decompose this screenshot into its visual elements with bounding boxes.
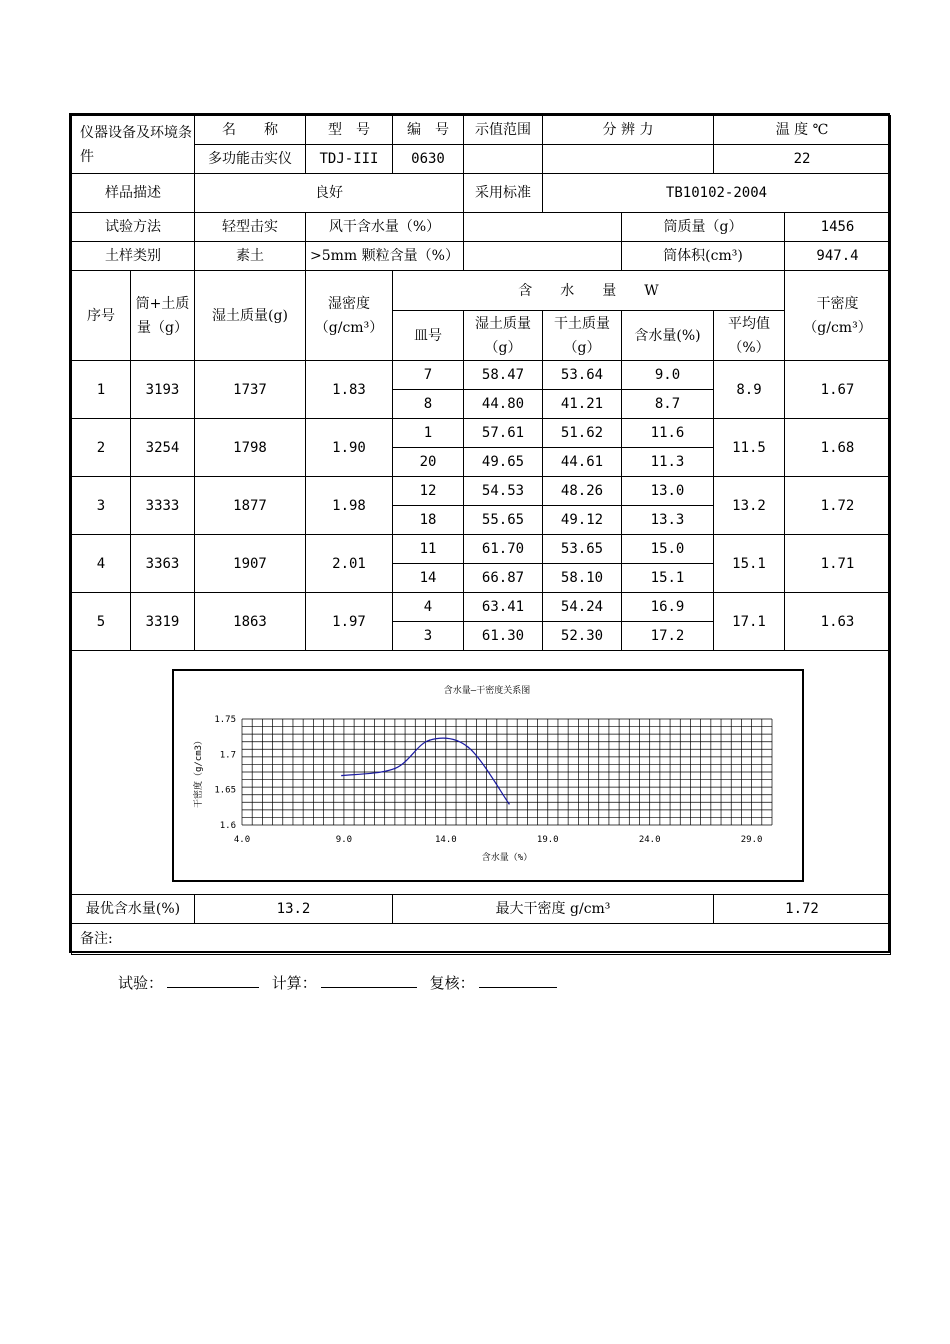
row-dish: 7 (393, 361, 464, 390)
row-wet-mass: 1877 (195, 477, 306, 535)
table-row (72, 361, 891, 390)
optimum-moisture-value: 13.2 (195, 895, 393, 924)
y-tick-label: 1.75 (214, 715, 236, 725)
row-dry-soil: 44.61 (543, 448, 622, 477)
review-sign-field[interactable] (479, 973, 557, 988)
row-average: 17.1 (714, 593, 785, 651)
optimum-moisture-label: 最优含水量(%) (72, 895, 195, 924)
equip-header-model: 型 号 (306, 116, 393, 145)
equipment-label: 仪器设备及环境条件 (72, 116, 195, 174)
table-row (72, 535, 891, 564)
row-dry-density: 1.63 (785, 593, 891, 651)
row-wet-soil: 55.65 (464, 506, 543, 535)
header-dry-soil: 干土质量（g） (543, 311, 622, 361)
row-wet-density: 1.98 (306, 477, 393, 535)
row-seq: 5 (72, 593, 131, 651)
row-wet-mass: 1798 (195, 419, 306, 477)
row-moisture: 13.3 (622, 506, 714, 535)
standard-label: 采用标准 (464, 174, 543, 213)
x-tick-label: 9.0 (335, 835, 353, 845)
row-dry-soil: 58.10 (543, 564, 622, 593)
row-wet-density: 1.83 (306, 361, 393, 419)
header-moisture-pct: 含水量(%) (622, 311, 714, 361)
equip-header-name: 名 称 (195, 116, 306, 145)
x-tick-label: 4.0 (233, 835, 251, 845)
cylinder-mass-label: 筒质量（g） (622, 213, 785, 242)
row-dry-soil: 53.64 (543, 361, 622, 390)
row-wet-soil: 61.30 (464, 622, 543, 651)
row-moisture: 15.1 (622, 564, 714, 593)
y-tick-label: 1.6 (219, 821, 236, 831)
header-cylinder-soil: 筒+土质量（g） (131, 271, 195, 361)
row-dry-density: 1.68 (785, 419, 891, 477)
equip-range (464, 145, 543, 174)
row-seq: 1 (72, 361, 131, 419)
row-wet-mass: 1737 (195, 361, 306, 419)
header-dish: 皿号 (393, 311, 464, 361)
row-dish: 18 (393, 506, 464, 535)
header-seq: 序号 (72, 271, 131, 361)
x-tick-label: 19.0 (536, 835, 559, 845)
row-cylinder-soil: 3254 (131, 419, 195, 477)
calc-sign-label: 计算： (271, 974, 317, 992)
row-wet-mass: 1863 (195, 593, 306, 651)
row-seq: 4 (72, 535, 131, 593)
calc-sign-field[interactable] (321, 973, 417, 988)
cylinder-mass-value: 1456 (785, 213, 891, 242)
equip-header-temp: 温 度 ℃ (714, 116, 891, 145)
row-wet-soil: 54.53 (464, 477, 543, 506)
row-wet-density: 1.97 (306, 593, 393, 651)
soil-type-label: 土样类别 (72, 242, 195, 271)
row-dish: 3 (393, 622, 464, 651)
equip-model: TDJ-III (306, 145, 393, 174)
row-wet-soil: 44.80 (464, 390, 543, 419)
chart-svg (174, 671, 802, 880)
data-point (467, 746, 469, 748)
row-seq: 3 (72, 477, 131, 535)
row-average: 8.9 (714, 361, 785, 419)
row-dry-soil: 52.30 (543, 622, 622, 651)
row-dish: 1 (393, 419, 464, 448)
row-dry-density: 1.71 (785, 535, 891, 593)
x-tick-label: 24.0 (638, 835, 661, 845)
equip-temp: 22 (714, 145, 891, 174)
row-cylinder-soil: 3193 (131, 361, 195, 419)
row-cylinder-soil: 3363 (131, 535, 195, 593)
row-moisture: 15.0 (622, 535, 714, 564)
test-sign-field[interactable] (167, 973, 259, 988)
chart-cell (72, 651, 891, 895)
header-dry-density: 干密度（g/cm³） (785, 271, 891, 361)
row-moisture: 13.0 (622, 477, 714, 506)
table-row (72, 477, 891, 506)
header-wet-density: 湿密度（g/cm³） (306, 271, 393, 361)
cylinder-volume-label: 筒体积(cm³) (622, 242, 785, 271)
soil-type-value: 素土 (195, 242, 306, 271)
method-label: 试验方法 (72, 213, 195, 242)
row-moisture: 9.0 (622, 361, 714, 390)
x-tick-label: 14.0 (435, 835, 457, 845)
coarse-content-value (464, 242, 622, 271)
row-wet-soil: 66.87 (464, 564, 543, 593)
table-row (72, 593, 891, 622)
row-dish: 14 (393, 564, 464, 593)
data-point (429, 739, 431, 741)
standard-value: TB10102-2004 (543, 174, 891, 213)
signature-line (118, 972, 565, 993)
row-dry-soil: 41.21 (543, 390, 622, 419)
row-wet-soil: 58.47 (464, 361, 543, 390)
method-value: 轻型击实 (195, 213, 306, 242)
row-dry-density: 1.67 (785, 361, 891, 419)
air-moisture-label: 风干含水量（%） (306, 213, 464, 242)
row-moisture: 11.3 (622, 448, 714, 477)
row-dish: 20 (393, 448, 464, 477)
max-dry-density-value: 1.72 (714, 895, 891, 924)
row-wet-mass: 1907 (195, 535, 306, 593)
coarse-content-label: >5mm 颗粒含量（%） (306, 242, 464, 271)
data-point (508, 803, 510, 805)
row-dish: 11 (393, 535, 464, 564)
sample-desc-label: 样品描述 (72, 174, 195, 213)
equip-id: 0630 (393, 145, 464, 174)
header-moisture-group: 含 水 量 W (393, 271, 785, 311)
row-dish: 4 (393, 593, 464, 622)
y-tick-label: 1.7 (219, 750, 236, 761)
moisture-density-chart (172, 669, 804, 882)
row-wet-density: 2.01 (306, 535, 393, 593)
equip-name: 多功能击实仪 (195, 145, 306, 174)
row-wet-soil: 49.65 (464, 448, 543, 477)
row-dish: 8 (393, 390, 464, 419)
row-average: 11.5 (714, 419, 785, 477)
row-wet-soil: 63.41 (464, 593, 543, 622)
remark: 备注: (72, 924, 891, 955)
row-dry-soil: 54.24 (543, 593, 622, 622)
row-cylinder-soil: 3319 (131, 593, 195, 651)
test-record-sheet (69, 113, 890, 953)
record-table (71, 115, 891, 955)
x-axis-label: 含水量（%） (481, 853, 533, 863)
row-dry-soil: 49.12 (543, 506, 622, 535)
row-moisture: 16.9 (622, 593, 714, 622)
equip-resolution (543, 145, 714, 174)
equip-header-id: 编 号 (393, 116, 464, 145)
x-tick-label: 29.0 (740, 835, 763, 845)
header-wet-soil: 湿土质量（g） (464, 311, 543, 361)
row-dry-soil: 53.65 (543, 535, 622, 564)
row-wet-soil: 57.61 (464, 419, 543, 448)
row-average: 13.2 (714, 477, 785, 535)
equip-header-range: 示值范围 (464, 116, 543, 145)
row-dry-soil: 48.26 (543, 477, 622, 506)
table-row (72, 419, 891, 448)
test-sign-label: 试验： (118, 974, 164, 992)
row-wet-density: 1.90 (306, 419, 393, 477)
row-dry-soil: 51.62 (543, 419, 622, 448)
review-sign-label: 复核： (429, 974, 475, 992)
air-moisture-value (464, 213, 622, 242)
row-average: 15.1 (714, 535, 785, 593)
sample-desc-value: 良好 (195, 174, 464, 213)
row-cylinder-soil: 3333 (131, 477, 195, 535)
header-average: 平均值（%） (714, 311, 785, 361)
row-seq: 2 (72, 419, 131, 477)
y-tick-label: 1.65 (214, 785, 236, 796)
row-moisture: 8.7 (622, 390, 714, 419)
chart-title: 含水量—干密度关系图 (443, 686, 531, 696)
data-point (341, 775, 343, 777)
cylinder-volume-value: 947.4 (785, 242, 891, 271)
row-dry-density: 1.72 (785, 477, 891, 535)
header-wet-mass: 湿土质量(g) (195, 271, 306, 361)
y-axis-label: 干密度（g/cm3） (194, 735, 204, 809)
row-wet-soil: 61.70 (464, 535, 543, 564)
row-moisture: 11.6 (622, 419, 714, 448)
row-moisture: 17.2 (622, 622, 714, 651)
data-point (394, 768, 396, 770)
max-dry-density-label: 最大干密度 g/cm³ (393, 895, 714, 924)
row-dish: 12 (393, 477, 464, 506)
equip-header-resolution: 分 辨 力 (543, 116, 714, 145)
